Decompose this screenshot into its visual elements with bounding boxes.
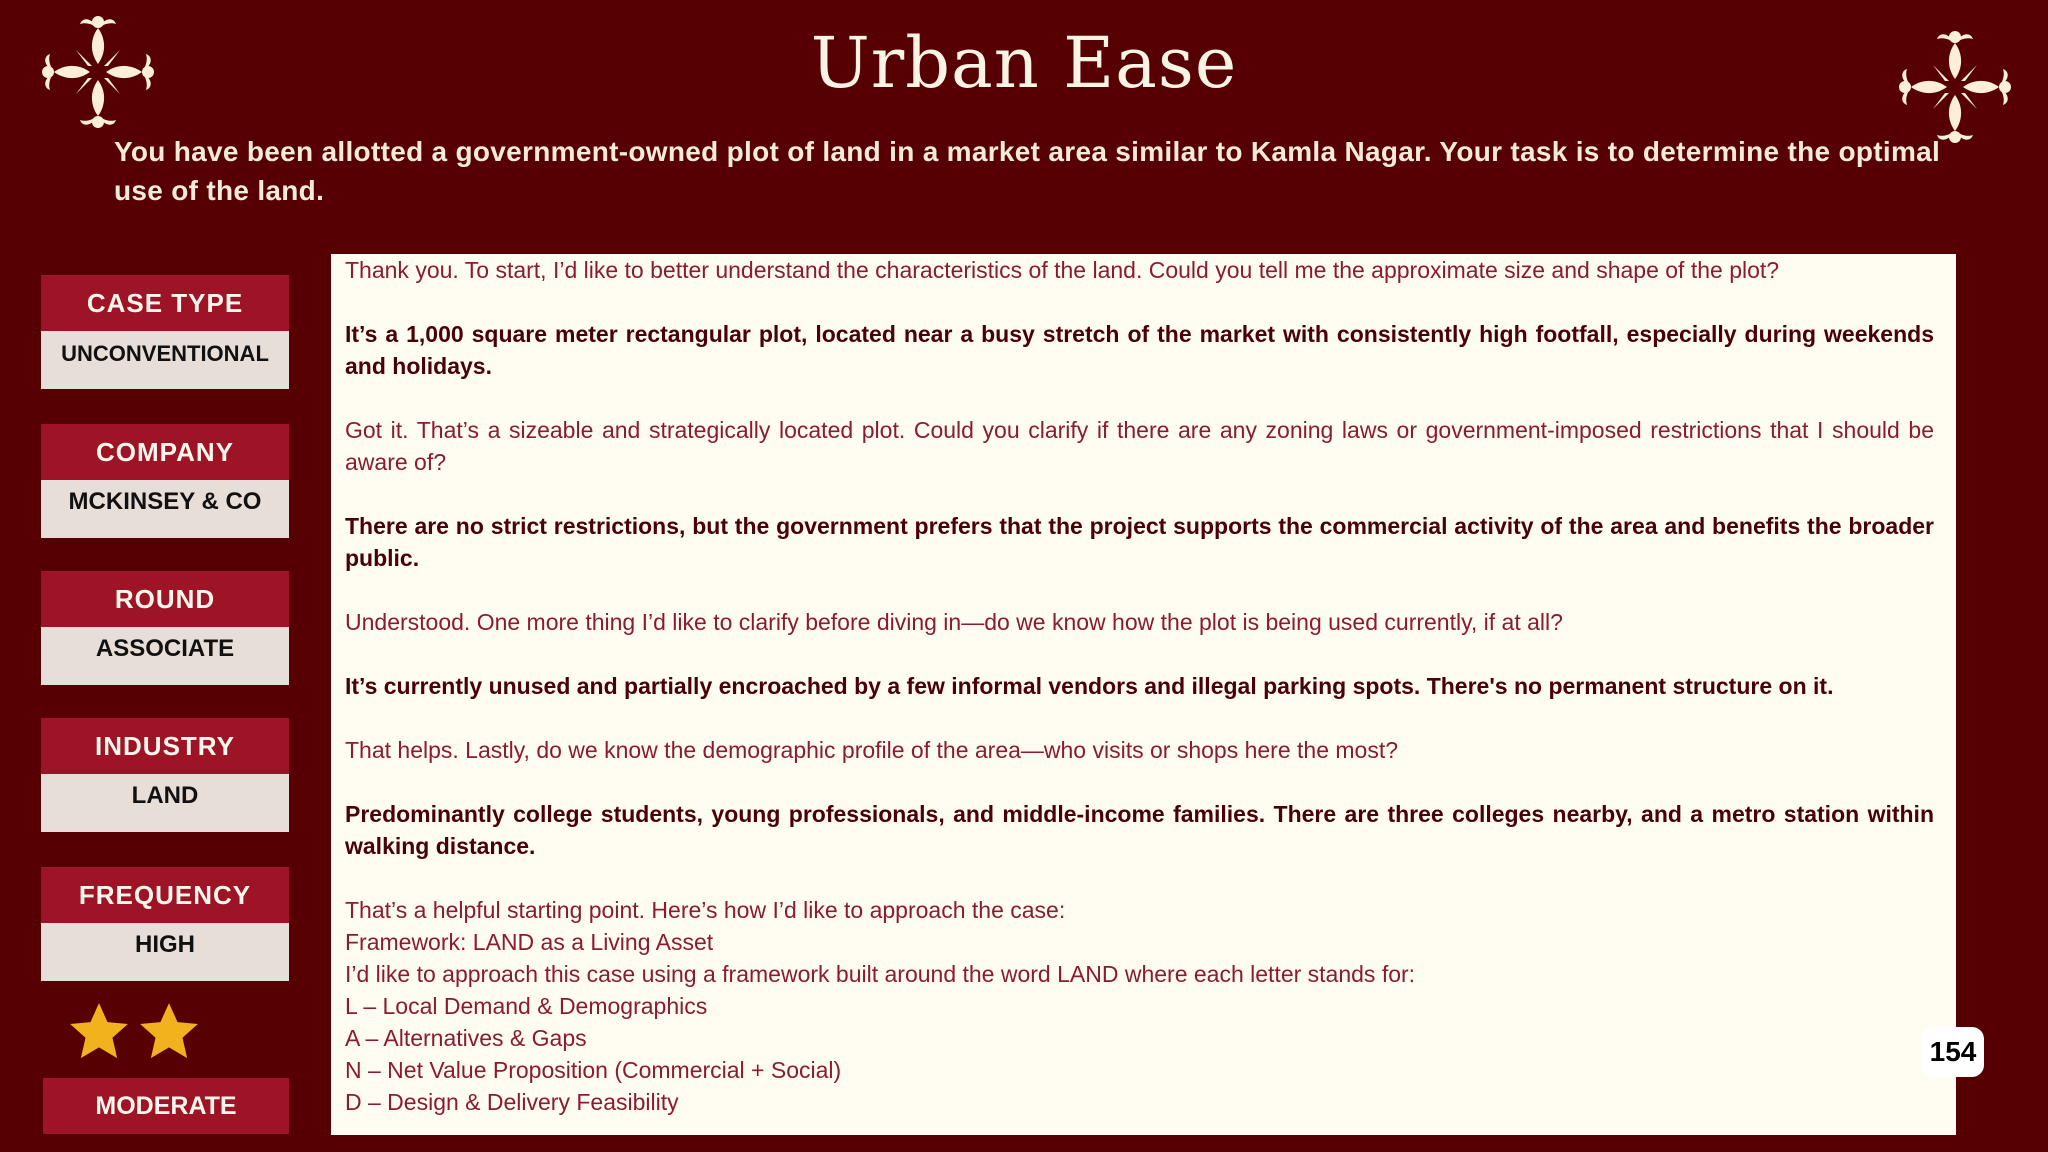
- framework-item-l: L – Local Demand & Demographics: [345, 993, 708, 1019]
- page-title: Urban Ease: [810, 22, 1238, 104]
- case-type-value: UNCONVENTIONAL: [41, 331, 289, 389]
- star-icon: [66, 999, 132, 1065]
- industry-card: [41, 718, 289, 832]
- company-value: MCKINSEY & CO: [41, 480, 289, 538]
- interviewer-message: It’s a 1,000 square meter rectangular plot, located near a busy stretch of the market with consistently high footfall, especially during weekends and holidays.: [345, 321, 1934, 379]
- framework-approach: [345, 894, 1934, 1118]
- industry-label: INDUSTRY: [41, 718, 289, 774]
- company-label: COMPANY: [41, 424, 289, 480]
- case-prompt: You have been allotted a government-owned plot of land in a market area similar to Kamla Nagar. Your task is to determine the optimal use of the land.: [114, 136, 1941, 206]
- frequency-card: [41, 867, 289, 981]
- case-type-label: CASE TYPE: [41, 275, 289, 331]
- page-number: 154: [1922, 1027, 1984, 1077]
- candidate-message: Got it. That’s a sizeable and strategically located plot. Could you clarify if there are any zoning laws or government-imposed restrictions that I should be aware of?: [345, 417, 1934, 475]
- framework-item-a: A – Alternatives & Gaps: [345, 1025, 587, 1051]
- transcript-panel: [331, 254, 1956, 1135]
- framework-description-line: I’d like to approach this case using a framework built around the word LAND where each letter stands for:: [345, 961, 1416, 987]
- framework-item-d: D – Design & Delivery Feasibility: [345, 1089, 679, 1115]
- difficulty-label: MODERATE: [43, 1078, 289, 1134]
- candidate-message: Thank you. To start, I’d like to better understand the characteristics of the land. Could you tell me the approximate size and shape of the plot?: [345, 257, 1780, 283]
- candidate-message: Understood. One more thing I’d like to clarify before diving in—do we know how the plot is being used currently, if at all?: [345, 609, 1563, 635]
- frequency-label: FREQUENCY: [41, 867, 289, 923]
- framework-title-line: Framework: LAND as a Living Asset: [345, 929, 714, 955]
- interviewer-message: There are no strict restrictions, but the government prefers that the project supports the commercial activity of the area and benefits the broader public.: [345, 513, 1934, 571]
- frequency-value: HIGH: [41, 923, 289, 981]
- industry-value: LAND: [41, 774, 289, 832]
- round-value: ASSOCIATE: [41, 627, 289, 685]
- interviewer-message: Predominantly college students, young professionals, and middle-income families. There are three colleges nearby, and a metro station within walking distance.: [345, 801, 1934, 859]
- candidate-message: That helps. Lastly, do we know the demographic profile of the area—who visits or shops here the most?: [345, 737, 1399, 763]
- company-card: [41, 424, 289, 538]
- case-type-card: [41, 275, 289, 389]
- framework-item-n: N – Net Value Proposition (Commercial + Social): [345, 1057, 842, 1083]
- star-icon: [136, 999, 202, 1065]
- round-card: [41, 571, 289, 685]
- interviewer-message: It’s currently unused and partially encroached by a few informal vendors and illegal parking spots. There's no permanent structure on it.: [345, 673, 1834, 699]
- round-label: ROUND: [41, 571, 289, 627]
- difficulty-stars: [66, 999, 202, 1065]
- approach-intro-line: That’s a helpful starting point. Here’s how I’d like to approach the case:: [345, 897, 1066, 923]
